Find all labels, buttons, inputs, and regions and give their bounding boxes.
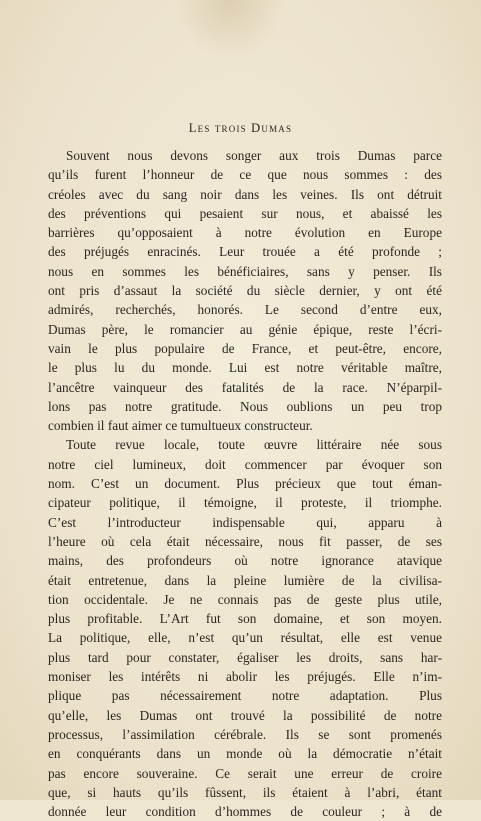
text-line: créoles avec du sang noir dans les veines. Ils ont détruit bbox=[48, 186, 442, 202]
body-text bbox=[48, 146, 442, 821]
text-line: nous en sommes les bénéficiaires, sans y penser. Ils bbox=[48, 263, 442, 279]
text-line: nom. C’est un document. Plus précieux que tout éman- bbox=[48, 476, 442, 492]
text-line: des préjugés enracinés. Leur trouée a été profonde ; bbox=[48, 244, 442, 260]
text-line: était entretenue, dans la pleine lumière de la civilisa- bbox=[48, 572, 442, 588]
text-line: qu’ils furent l’honneur de ce que nous sommes : des bbox=[48, 167, 442, 183]
paragraph-2 bbox=[48, 435, 442, 821]
paragraph-1 bbox=[48, 146, 442, 435]
text-line: Toute revue locale, toute œuvre littéraire née sous bbox=[66, 437, 442, 453]
text-line: lons pas notre gratitude. Nous oublions un peu trop bbox=[48, 398, 442, 414]
text-line: Dumas père, le romancier au génie épique, reste l’écri- bbox=[48, 321, 442, 337]
page-fold-shadow bbox=[175, 0, 285, 60]
text-line: que, si hauts qu’ils fûssent, ils étaient à l’abri, étant bbox=[48, 784, 442, 800]
text-line: le plus lu du monde. Lui est notre véritable maître, bbox=[48, 360, 442, 376]
text-line: mains, des profondeurs où notre ignorance atavique bbox=[48, 553, 442, 569]
text-line: moniser les intérêts ni abolir les préjugés. Elle n’im- bbox=[48, 669, 442, 685]
text-line: en conquérants dans un monde où la démocratie n’était bbox=[48, 746, 442, 762]
text-line: barrières qu’opposaient à notre évolution en Europe bbox=[48, 225, 442, 241]
text-line: ont pris d’assaut la société du siècle dernier, y ont été bbox=[48, 283, 442, 299]
text-line: pas encore souveraine. Ce serait une erreur de croire bbox=[48, 765, 442, 781]
text-line: tion occidentale. Je ne connais pas de geste plus utile, bbox=[48, 591, 442, 607]
text-line: donnée leur condition d’hommes de couleur ; à de bbox=[48, 804, 442, 820]
text-line: l’ancêtre vainqueur des fatalités de la race. N’éparpil- bbox=[48, 379, 442, 395]
text-line: des préventions qui pesaient sur nous, et abaissé les bbox=[48, 205, 442, 221]
text-line: processus, l’assimilation cérébrale. Ils se sont promenés bbox=[48, 726, 442, 742]
text-line: qu’elle, les Dumas ont trouvé la possibilité de notre bbox=[48, 707, 442, 723]
text-line: plus profitable. L’Art fut son domaine, et son moyen. bbox=[48, 611, 442, 627]
text-line: cipateur politique, il témoigne, il proteste, il triomphe. bbox=[48, 495, 442, 511]
text-line: La politique, elle, n’est qu’un résultat, elle est venue bbox=[48, 630, 442, 646]
text-line: vain le plus populaire de France, et peut-être, encore, bbox=[48, 340, 442, 356]
text-line: C’est l’introducteur indispensable qui, apparu à bbox=[48, 514, 442, 530]
text-line: l’heure où cela était nécessaire, nous fit passer, de ses bbox=[48, 533, 442, 549]
text-line: admirés, recherchés, honorés. Le second d’entre eux, bbox=[48, 302, 442, 318]
text-line: plique pas nécessairement notre adaptation. Plus bbox=[48, 688, 442, 704]
text-line: combien il faut aimer ce tumultueux constructeur. bbox=[48, 418, 313, 434]
text-line: Souvent nous devons songer aux trois Dumas parce bbox=[66, 148, 442, 163]
text-line: plus tard pour constater, égaliser les droits, sans har- bbox=[48, 649, 442, 665]
text-line: notre ciel lumineux, doit commencer par évoquer son bbox=[48, 456, 442, 472]
chapter-heading: Les trois Dumas bbox=[188, 121, 293, 135]
